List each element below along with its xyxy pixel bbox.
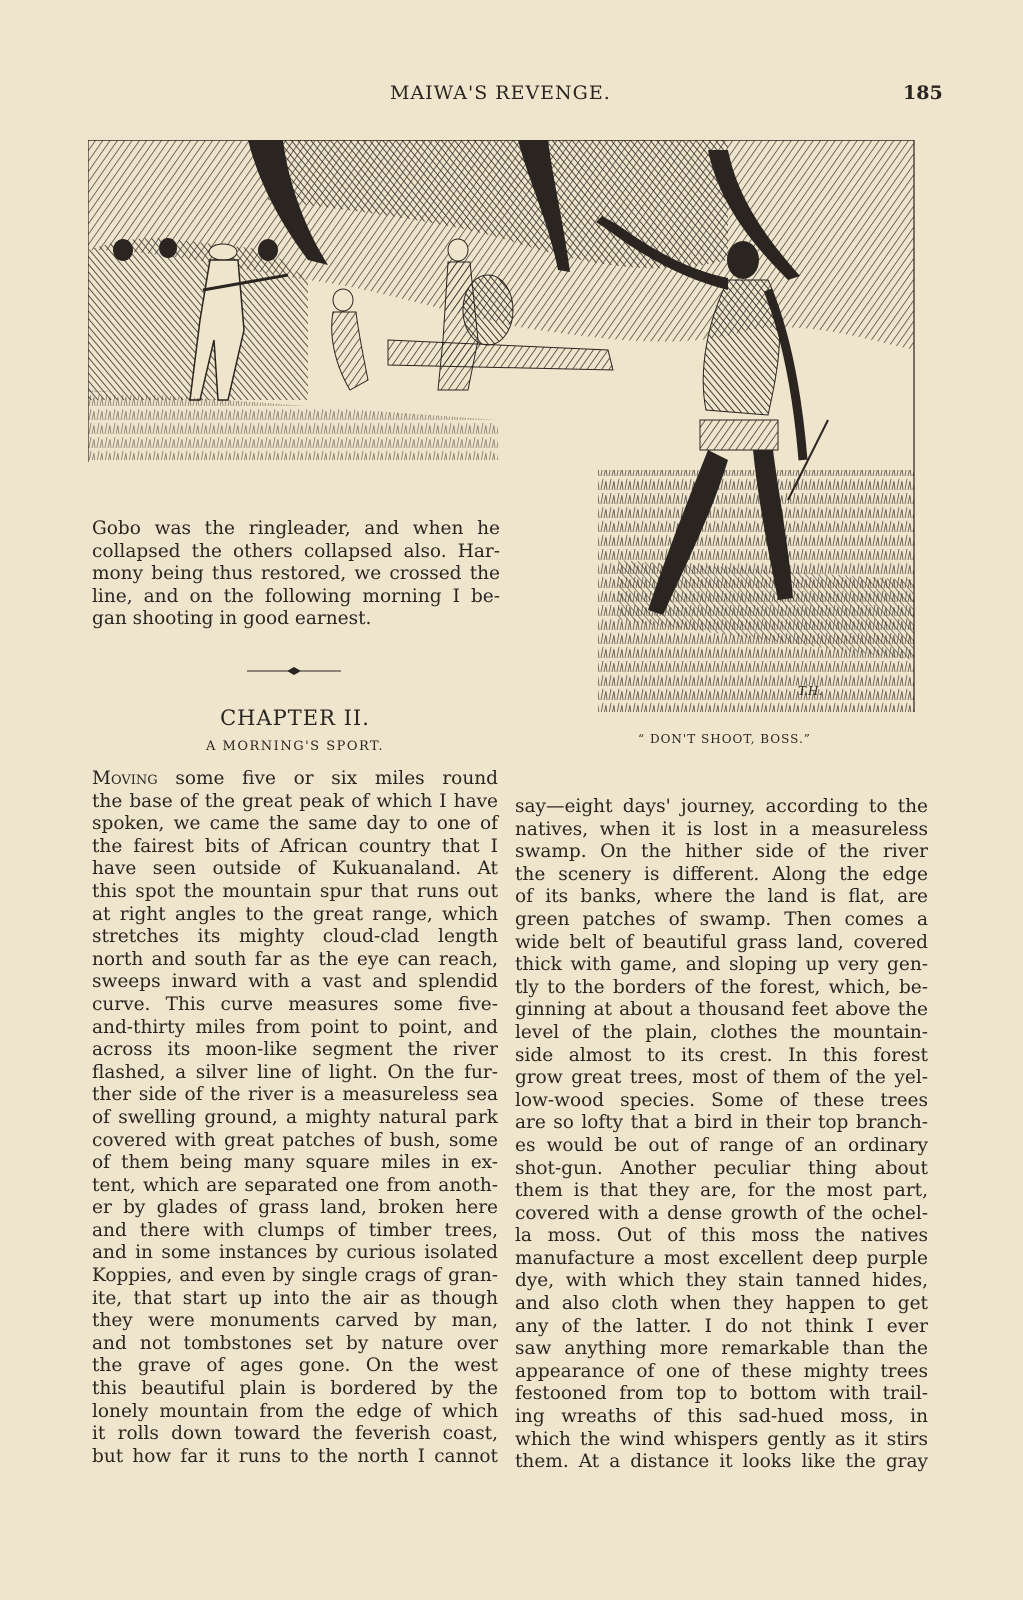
text-line: north and south far as the eye can reach, bbox=[92, 948, 498, 970]
text-line: it rolls down toward the feverish coast, bbox=[92, 1423, 498, 1445]
text-line: have seen outside of Kukuanaland. At bbox=[92, 858, 498, 880]
text-line: er by glades of grass land, broken here bbox=[92, 1197, 498, 1219]
first-line-rest: some five or six miles round bbox=[157, 768, 498, 789]
text-line: which the wind whispers gently as it stirs bbox=[515, 1428, 928, 1450]
artist-signature: T.H. bbox=[798, 684, 823, 698]
text-line: line, and on the following morning I be- bbox=[92, 585, 500, 607]
text-line: lonely mountain from the edge of which bbox=[92, 1400, 498, 1422]
text-line: gan shooting in good earnest. bbox=[92, 608, 372, 630]
section-ornament-divider bbox=[247, 667, 341, 675]
text-line: festooned from top to bottom with trail- bbox=[515, 1383, 928, 1405]
text-line: this beautiful plain is bordered by the bbox=[92, 1378, 498, 1400]
running-head: MAIWA'S REVENGE. bbox=[390, 82, 611, 104]
chapter-subtitle: A MORNING'S SPORT. bbox=[206, 739, 384, 754]
text-line: grow great trees, most of them of the yel- bbox=[515, 1067, 928, 1089]
text-line: wide belt of beautiful grass land, covered bbox=[515, 931, 928, 953]
text-line: mony being thus restored, we crossed the bbox=[92, 563, 500, 585]
engraving-illustration bbox=[88, 140, 934, 730]
first-word: Moving bbox=[92, 768, 158, 789]
text-line: Gobo was the ringleader, and when he bbox=[92, 518, 500, 539]
text-line: Koppies, and even by single crags of gran- bbox=[92, 1265, 498, 1287]
engraving-drawing bbox=[88, 140, 934, 730]
text-line: and there with clumps of timber trees, bbox=[92, 1219, 498, 1241]
text-line: side almost to its crest. In this forest bbox=[515, 1044, 928, 1066]
text-line: but how far it runs to the north I cannot bbox=[92, 1445, 498, 1467]
text-line: the base of the great peak of which I have bbox=[92, 790, 498, 812]
right-column-text bbox=[515, 796, 928, 1474]
text-line: la moss. Out of this moss the natives bbox=[515, 1225, 928, 1247]
text-line: across its moon-like segment the river bbox=[92, 1039, 498, 1061]
text-line: dye, with which they stain tanned hides, bbox=[515, 1270, 928, 1292]
text-line bbox=[92, 768, 498, 791]
page-number: 185 bbox=[903, 82, 943, 104]
text-line: thick with game, and sloping up very gen- bbox=[515, 954, 928, 976]
text-line: manufacture a most excellent deep purple bbox=[515, 1247, 928, 1269]
text-line: of swelling ground, a mighty natural park bbox=[92, 1106, 498, 1128]
text-line: low-wood species. Some of these trees bbox=[515, 1089, 928, 1111]
text-line: ginning at about a thousand feet above the bbox=[515, 999, 928, 1021]
text-line: appearance of one of these mighty trees bbox=[515, 1360, 928, 1382]
text-line: they were monuments carved by man, bbox=[92, 1310, 498, 1332]
text-line: flashed, a silver line of light. On the fur- bbox=[92, 1061, 498, 1083]
text-line: tent, which are separated one from anoth- bbox=[92, 1174, 498, 1196]
text-line: stretches its mighty cloud-clad length bbox=[92, 926, 498, 948]
text-line: ite, that start up into the air as though bbox=[92, 1287, 498, 1309]
text-line: covered with great patches of bush, some bbox=[92, 1129, 498, 1151]
chapter-title: CHAPTER II. bbox=[220, 706, 370, 730]
text-line: tly to the borders of the forest, which, be- bbox=[515, 976, 928, 998]
illustration-caption: “ DON'T SHOOT, BOSS.” bbox=[638, 732, 811, 746]
text-line: ther side of the river is a measureless sea bbox=[92, 1084, 498, 1106]
left-column-text bbox=[92, 768, 498, 1468]
text-line: covered with a dense growth of the ochel- bbox=[515, 1202, 928, 1224]
text-line: are so lofty that a bird in their top branch- bbox=[515, 1112, 928, 1134]
text-line: and not tombstones set by nature over bbox=[92, 1332, 498, 1354]
text-line: and-thirty miles from point to point, and bbox=[92, 1016, 498, 1038]
text-line: them. At a distance it looks like the gray bbox=[515, 1451, 928, 1473]
text-line: shot-gun. Another peculiar thing about bbox=[515, 1157, 928, 1179]
text-line: ing wreaths of this sad-hued moss, in bbox=[515, 1406, 928, 1428]
text-line: of them being many square miles in ex- bbox=[92, 1152, 498, 1174]
text-line: es would be out of range of an ordinary bbox=[515, 1134, 928, 1156]
text-line: natives, when it is lost in a measureless bbox=[515, 818, 928, 840]
text-line: saw anything more remarkable than the bbox=[515, 1338, 928, 1360]
text-line: the grave of ages gone. On the west bbox=[92, 1355, 498, 1377]
text-line: say—eight days' journey, according to the bbox=[515, 796, 928, 817]
text-line: collapsed the others collapsed also. Har- bbox=[92, 540, 500, 562]
text-line: the fairest bits of African country that I bbox=[92, 835, 498, 857]
text-line: curve. This curve measures some five- bbox=[92, 993, 498, 1015]
text-line: green patches of swamp. Then comes a bbox=[515, 908, 928, 930]
text-line: and also cloth when they happen to get bbox=[515, 1293, 928, 1315]
text-line: and in some instances by curious isolated bbox=[92, 1242, 498, 1264]
text-line: of its banks, where the land is flat, are bbox=[515, 886, 928, 908]
text-line: sweeps inward with a vast and splendid bbox=[92, 971, 498, 993]
text-line: them is that they are, for the most part, bbox=[515, 1180, 928, 1202]
text-line: the scenery is different. Along the edge bbox=[515, 863, 928, 885]
text-line: swamp. On the hither side of the river bbox=[515, 841, 928, 863]
intro-paragraph bbox=[92, 518, 500, 631]
text-line: level of the plain, clothes the mountain- bbox=[515, 1021, 928, 1043]
text-line: at right angles to the great range, which bbox=[92, 903, 498, 925]
text-line: this spot the mountain spur that runs out bbox=[92, 880, 498, 902]
text-line: any of the latter. I do not think I ever bbox=[515, 1315, 928, 1337]
text-line: spoken, we came the same day to one of bbox=[92, 813, 498, 835]
